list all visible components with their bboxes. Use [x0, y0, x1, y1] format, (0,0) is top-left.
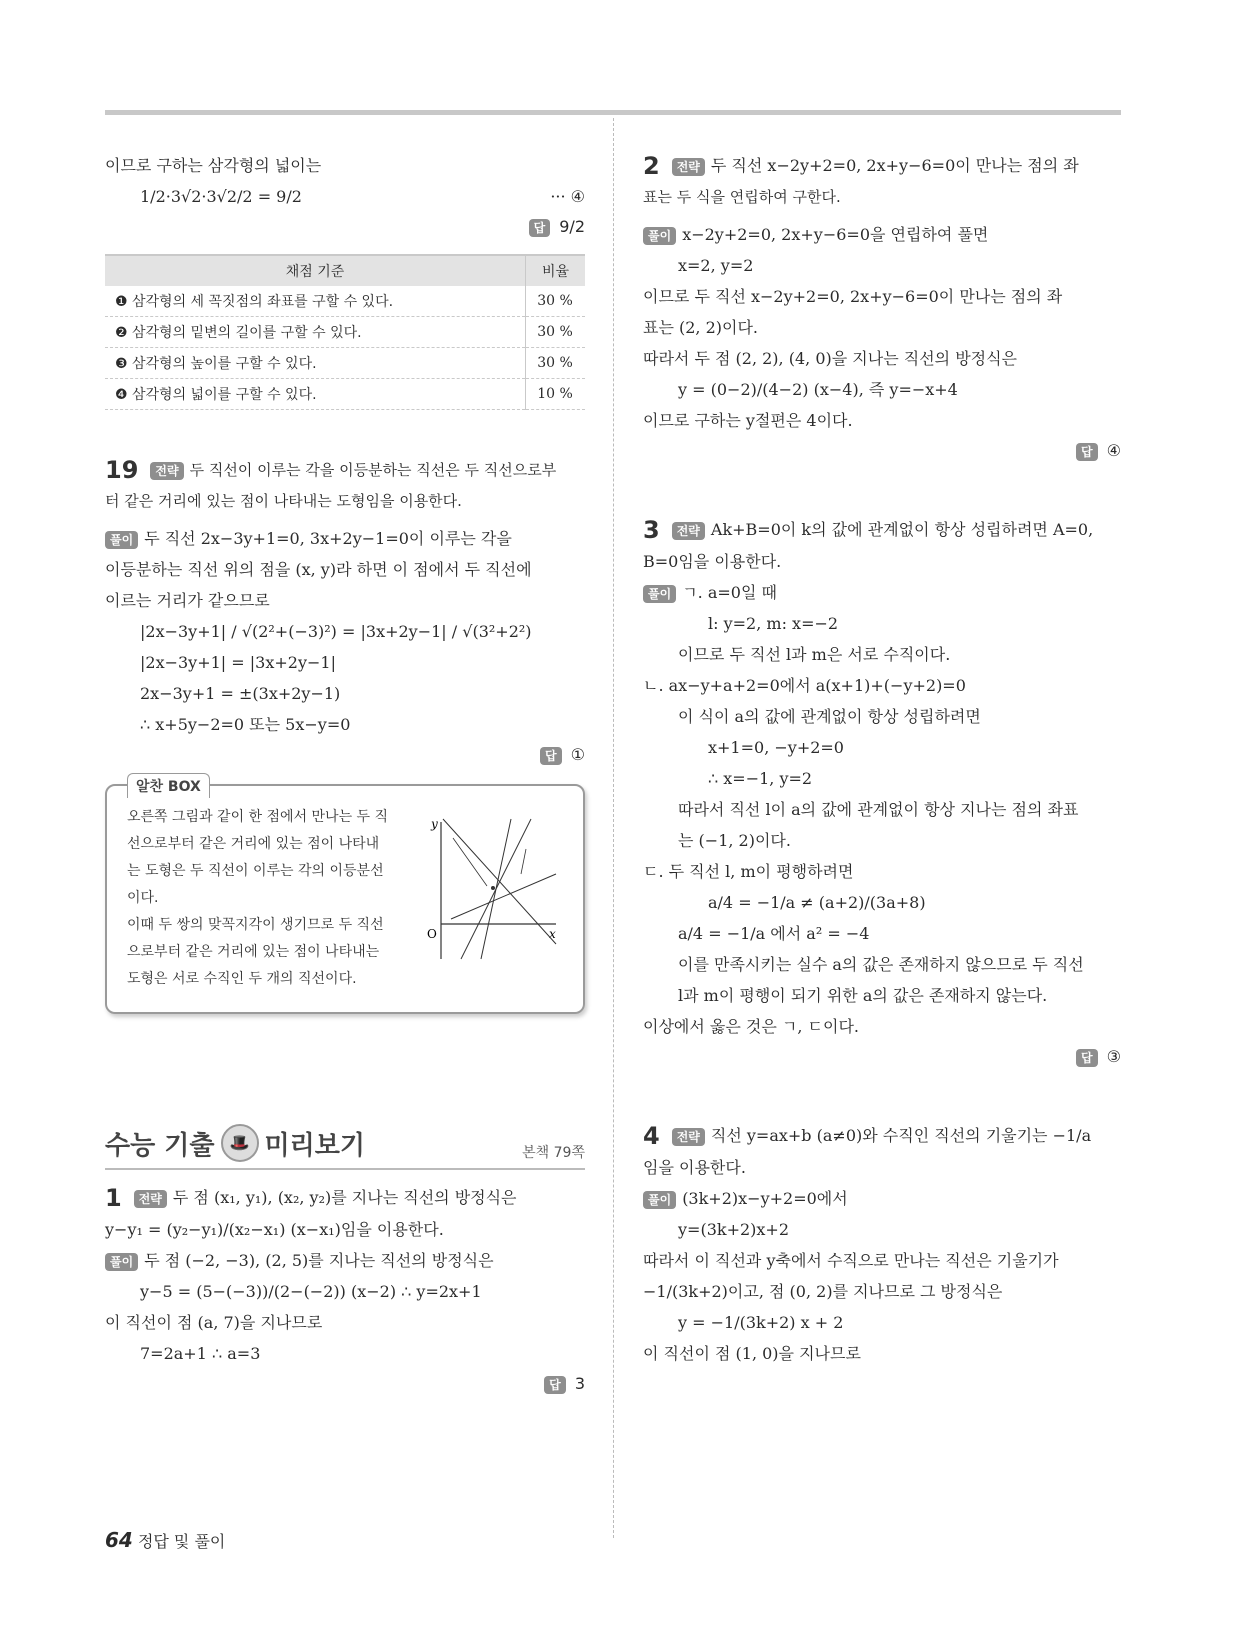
problem-3-strategy	[643, 514, 1121, 546]
solution-tag: 풀이	[643, 227, 676, 245]
strategy-text: Ak+B=0이 k의 값에 관계없이 항상 성립하려면 A=0,	[710, 520, 1094, 539]
equation: l: y=2, m: x=−2	[708, 614, 839, 633]
equation: y = −1/(3k+2) x + 2	[678, 1313, 844, 1332]
solution-line: 따라서 직선 l이 a의 값에 관계없이 항상 지나는 점의 좌표	[678, 800, 1079, 819]
grading-criteria: ❶ 삼각형의 세 꼭짓점의 좌표를 구할 수 있다.	[105, 286, 526, 317]
page-number: 64	[105, 1528, 133, 1552]
answer-value: ④	[1106, 441, 1121, 460]
solution-line: 따라서 두 점 (2, 2), (4, 0)을 지나는 직선의 방정식은	[643, 349, 1018, 368]
equation: y = (0−2)/(4−2) (x−4), 즉 y=−x+4	[678, 380, 958, 399]
top-rule	[105, 110, 1121, 115]
problem-number: 3	[643, 516, 660, 544]
solution-line	[643, 219, 1121, 250]
solution-text: ㄱ. a=0일 때	[682, 583, 777, 602]
solution-line: 이 직선이 점 (1, 0)을 지나므로	[643, 1344, 861, 1363]
solution-line: 이 직선이 점 (a, 7)을 지나므로	[105, 1313, 323, 1332]
section-title	[105, 1124, 365, 1162]
solution-tag: 풀이	[643, 585, 676, 603]
solution-text: (3k+2)x−y+2=0에서	[682, 1189, 848, 1208]
solution-line: −1/(3k+2)이고, 점 (0, 2)를 지나므로 그 방정식은	[643, 1282, 1003, 1301]
area-formula-row	[105, 181, 585, 212]
grading-ratio: 30 %	[526, 348, 586, 379]
grading-criteria: ❹ 삼각형의 넓이를 구할 수 있다.	[105, 379, 526, 410]
grading-ratio: 30 %	[526, 317, 586, 348]
equation: x+1=0, −y+2=0	[708, 738, 844, 757]
solution-line	[643, 577, 1121, 608]
table-row	[105, 317, 585, 348]
area-formula: 1/2·3√2·3√2/2 = 9/2	[140, 187, 302, 206]
tip-line: 이다.	[127, 890, 159, 906]
strategy-tag: 전략	[672, 158, 705, 176]
solution-line	[105, 523, 585, 554]
table-row	[105, 286, 585, 317]
strategy-tag: 전략	[134, 1190, 167, 1208]
solution-line	[643, 1183, 1121, 1214]
equation: y−5 = (5−(−3))/(2−(−2)) (x−2) ∴ y=2x+1	[140, 1282, 482, 1301]
grading-ratio: 30 %	[526, 286, 586, 317]
grading-header-criteria: 채점 기준	[105, 255, 526, 286]
answer-value: ③	[1106, 1047, 1121, 1066]
problem-2-answer	[643, 436, 1121, 466]
origin-label: O	[427, 927, 437, 941]
solution-line: 이등분하는 직선 위의 점을 (x, y)라 하면 이 점에서 두 직선에	[105, 560, 532, 579]
answer-value: 3	[574, 1374, 585, 1393]
equation: y=(3k+2)x+2	[678, 1220, 789, 1239]
strategy-tag: 전략	[150, 462, 183, 480]
grading-header-ratio: 비율	[526, 255, 586, 286]
strategy-text: y−y₁ = (y₂−y₁)/(x₂−x₁) (x−x₁)임을 이용한다.	[105, 1220, 444, 1239]
equation: a/4 = −1/a 에서 a² = −4	[678, 924, 870, 943]
solution-line: l과 m이 평행이 되기 위한 a의 값은 존재하지 않는다.	[678, 986, 1048, 1005]
y-axis-label: y	[431, 817, 438, 831]
footer-label: 정답 및 풀이	[137, 1532, 226, 1551]
solution-line: 이므로 두 직선 l과 m은 서로 수직이다.	[678, 645, 951, 664]
equation: |2x−3y+1| = |3x+2y−1|	[140, 653, 336, 672]
solution-tag: 풀이	[105, 1253, 138, 1271]
section-title-a: 수능 기출	[105, 1130, 215, 1161]
solution-line: 는 (−1, 2)이다.	[678, 831, 791, 850]
strategy-text: B=0임을 이용한다.	[643, 552, 782, 571]
strategy-text: 두 직선 x−2y+2=0, 2x+y−6=0이 만나는 점의 좌	[710, 156, 1079, 175]
strategy-text: 표는 두 식을 연립하여 구한다.	[643, 188, 841, 206]
tip-box-title: 알찬 BOX	[127, 773, 210, 798]
problem-2-strategy	[643, 150, 1121, 182]
solution-line: 이르는 거리가 같으므로	[105, 591, 270, 610]
left-column	[105, 150, 585, 1399]
tip-line: 도형은 서로 수직인 두 개의 직선이다.	[127, 971, 357, 987]
strategy-text: 임을 이용한다.	[643, 1158, 746, 1177]
area-step-marker: ··· ④	[550, 187, 585, 206]
solution-line: 이상에서 옳은 것은 ㄱ, ㄷ이다.	[643, 1017, 859, 1036]
solution-line: 이 식이 a의 값에 관계없이 항상 성립하려면	[678, 707, 981, 726]
area-intro: 이므로 구하는 삼각형의 넓이는	[105, 156, 322, 175]
answer-tag: 답	[1076, 1049, 1098, 1067]
tip-box-text	[127, 804, 397, 993]
intersection-point	[491, 886, 495, 890]
grading-table	[105, 254, 585, 410]
equation: x=2, y=2	[678, 256, 754, 275]
problem-1-strategy	[105, 1182, 585, 1214]
mascot-icon: 🎩	[221, 1124, 259, 1162]
section-ref: 본책 79쪽	[522, 1145, 585, 1161]
problem-4-strategy	[643, 1120, 1121, 1152]
right-column	[643, 150, 1121, 1369]
solution-line: 이므로 두 직선 x−2y+2=0, 2x+y−6=0이 만나는 점의 좌	[643, 287, 1063, 306]
answer-value: 9/2	[559, 217, 585, 236]
solution-text: x−2y+2=0, 2x+y−6=0을 연립하여 풀면	[682, 225, 989, 244]
problem-number: 4	[643, 1122, 660, 1150]
problem-number: 19	[105, 456, 139, 484]
tip-line: 선으로부터 같은 거리에 있는 점이 나타내	[127, 836, 380, 852]
column-divider	[613, 118, 614, 1538]
table-row	[105, 379, 585, 410]
answer-tag: 답	[540, 747, 562, 765]
equation: 7=2a+1 ∴ a=3	[140, 1344, 261, 1363]
solution-line: 이를 만족시키는 실수 a의 값은 존재하지 않으므로 두 직선	[678, 955, 1084, 974]
section-header	[105, 1124, 585, 1170]
strategy-text: 두 점 (x₁, y₁), (x₂, y₂)를 지나는 직선의 방정식은	[172, 1188, 517, 1207]
solution-line: 이므로 구하는 y절편은 4이다.	[643, 411, 853, 430]
grading-ratio: 10 %	[526, 379, 586, 410]
tip-box	[105, 779, 585, 1014]
solution-tag: 풀이	[105, 531, 138, 549]
problem-19-strategy	[105, 454, 585, 486]
strategy-text: 터 같은 거리에 있는 점이 나타내는 도형임을 이용한다.	[105, 492, 462, 510]
strategy-tag: 전략	[672, 1128, 705, 1146]
answer-tag: 답	[529, 219, 551, 237]
answer-tag: 답	[544, 1376, 566, 1394]
problem-1-answer	[105, 1369, 585, 1399]
distance-seg	[521, 849, 526, 874]
table-row	[105, 348, 585, 379]
answer-value: ①	[570, 745, 585, 764]
solution-line	[105, 1245, 585, 1276]
x-axis-label: x	[549, 927, 556, 941]
strategy-tag: 전략	[672, 522, 705, 540]
tip-line: 오른쪽 그림과 같이 한 점에서 만나는 두 직	[127, 809, 389, 825]
answer-tag: 답	[1076, 443, 1098, 461]
area-answer	[105, 212, 585, 242]
problem-3-answer	[643, 1042, 1121, 1072]
problem-number: 1	[105, 1184, 122, 1212]
equation: ∴ x=−1, y=2	[708, 769, 813, 788]
solution-line: ㄴ. ax−y+a+2=0에서 a(x+1)+(−y+2)=0	[643, 676, 966, 695]
page-footer	[105, 1528, 225, 1552]
problem-19-answer	[105, 740, 585, 770]
equation: 2x−3y+1 = ±(3x+2y−1)	[140, 684, 341, 703]
equation: ∴ x+5y−2=0 또는 5x−y=0	[140, 715, 351, 734]
solution-text: 두 점 (−2, −3), (2, 5)를 지나는 직선의 방정식은	[144, 1251, 494, 1270]
problem-number: 2	[643, 152, 660, 180]
solution-line: 따라서 이 직선과 y축에서 수직으로 만나는 직선은 기울기가	[643, 1251, 1059, 1270]
bisector-1	[451, 874, 556, 919]
solution-line: ㄷ. 두 직선 l, m이 평행하려면	[643, 862, 854, 881]
grading-criteria: ❸ 삼각형의 높이를 구할 수 있다.	[105, 348, 526, 379]
grading-criteria: ❷ 삼각형의 밑변의 길이를 구할 수 있다.	[105, 317, 526, 348]
strategy-text: 직선 y=ax+b (a≠0)와 수직인 직선의 기울기는 −1/a	[710, 1126, 1092, 1145]
equation: |2x−3y+1| / √(2²+(−3)²) = |3x+2y−1| / √(3²+2²)	[140, 622, 532, 641]
solution-text: 두 직선 2x−3y+1=0, 3x+2y−1=0이 이루는 각을	[144, 529, 512, 548]
section-title-b: 미리보기	[264, 1130, 365, 1161]
tip-line: 으로부터 같은 거리에 있는 점이 나타내는	[127, 944, 380, 960]
tip-line: 이때 두 쌍의 맞꼭지각이 생기므로 두 직선	[127, 917, 384, 933]
strategy-text: 두 직선이 이루는 각을 이등분하는 직선은 두 직선으로부	[189, 461, 557, 479]
angle-bisector-figure	[421, 814, 561, 964]
equation: a/4 = −1/a ≠ (a+2)/(3a+8)	[708, 893, 926, 912]
solution-line: 표는 (2, 2)이다.	[643, 318, 759, 337]
solution-tag: 풀이	[643, 1191, 676, 1209]
tip-line: 는 도형은 두 직선이 이루는 각의 이등분선	[127, 863, 384, 879]
